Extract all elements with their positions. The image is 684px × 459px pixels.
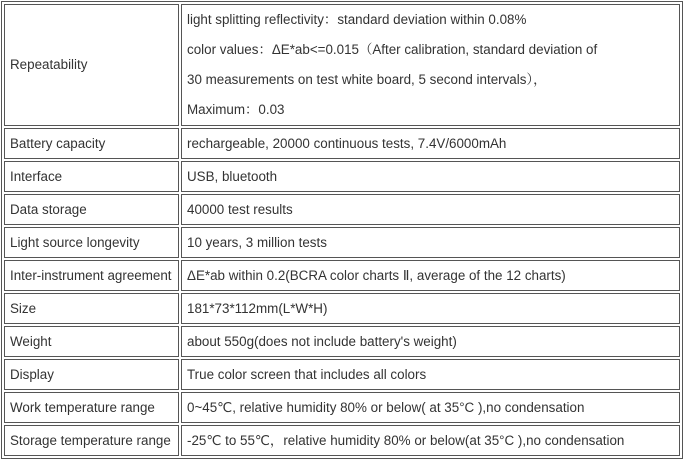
spec-value: 0~45℃, relative humidity 80% or below( at 35°C ),no condensation — [181, 392, 680, 423]
spec-label: Weight — [4, 326, 179, 357]
spec-row-storage-temperature-range — [4, 425, 680, 456]
spec-label: Storage temperature range — [4, 425, 179, 456]
spec-label: Light source longevity — [4, 227, 179, 258]
spec-value: ΔE*ab within 0.2(BCRA color charts Ⅱ, average of the 12 charts) — [181, 260, 680, 291]
spec-value-line: color values：ΔE*ab<=0.015（After calibration, standard deviation of — [187, 42, 598, 57]
spec-value: 10 years, 3 million tests — [181, 227, 680, 258]
spec-value: 181*73*112mm(L*W*H) — [181, 293, 680, 324]
spec-row-weight — [4, 326, 680, 357]
spec-value-line: 30 measurements on test white board, 5 second intervals）， — [187, 72, 547, 87]
spec-label: Battery capacity — [4, 128, 179, 159]
spec-value: about 550g(does not include battery's weight) — [181, 326, 680, 357]
spec-table — [1, 1, 683, 459]
spec-row-size — [4, 293, 680, 324]
spec-row-battery-capacity — [4, 128, 680, 159]
spec-row-data-storage — [4, 194, 680, 225]
spec-row-display — [4, 359, 680, 390]
spec-row-interface — [4, 161, 680, 192]
spec-value-line: light splitting reflectivity：standard deviation within 0.08% — [187, 12, 527, 27]
spec-row-work-temperature-range — [4, 392, 680, 423]
spec-row-repeatability — [4, 4, 680, 126]
spec-value: True color screen that includes all colors — [181, 359, 680, 390]
spec-label: Size — [4, 293, 179, 324]
spec-label: Work temperature range — [4, 392, 179, 423]
spec-label: Repeatability — [4, 4, 179, 126]
spec-row-light-source-longevity — [4, 227, 680, 258]
spec-value: USB, bluetooth — [181, 161, 680, 192]
spec-value: -25℃ to 55℃，relative humidity 80% or below(at 35°C ),no condensation — [181, 425, 680, 456]
spec-label: Data storage — [4, 194, 179, 225]
spec-value-line: Maximum：0.03 — [187, 102, 285, 117]
spec-row-inter-instrument-agreement — [4, 260, 680, 291]
spec-value — [181, 4, 680, 126]
spec-label: Inter-instrument agreement — [4, 260, 179, 291]
spec-label: Interface — [4, 161, 179, 192]
spec-value: 40000 test results — [181, 194, 680, 225]
spec-value: rechargeable, 20000 continuous tests, 7.4V/6000mAh — [181, 128, 680, 159]
spec-label: Display — [4, 359, 179, 390]
